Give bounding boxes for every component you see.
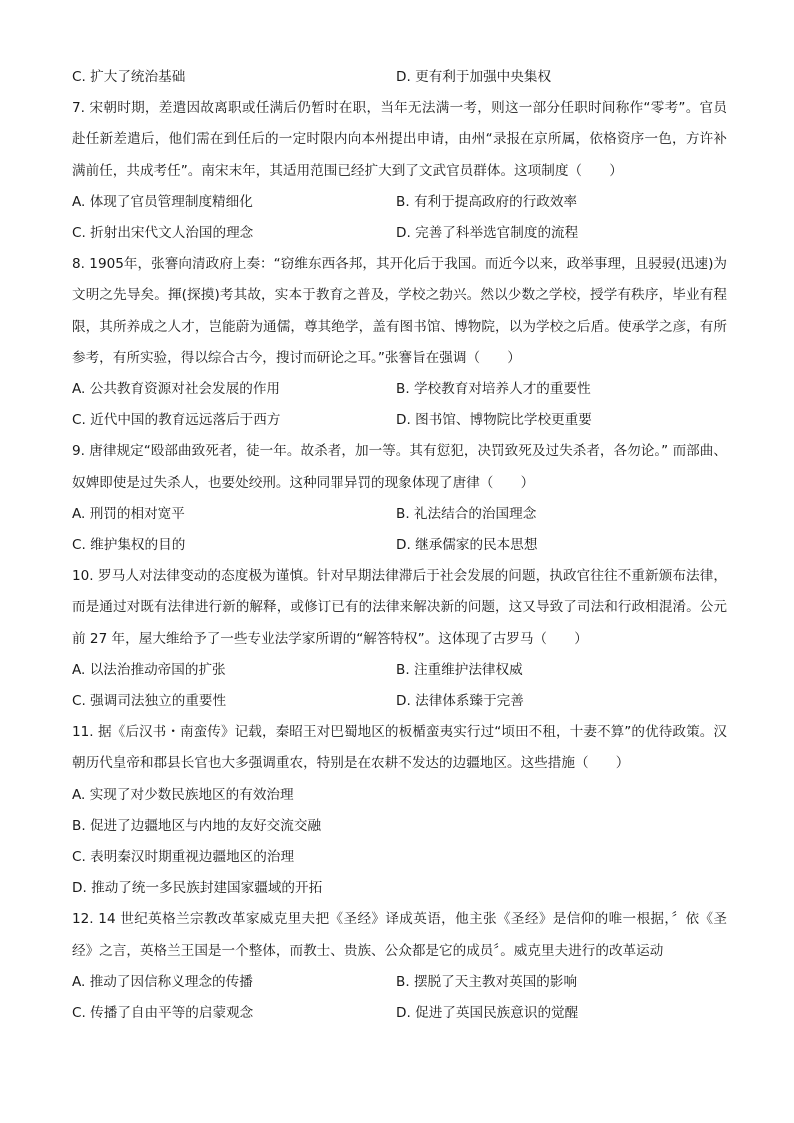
option-b: B. 促进了边疆地区与内地的友好交流交融 — [72, 817, 322, 834]
exam-page — [72, 62, 727, 1029]
option-d: D. 更有利于加强中央集权 — [396, 69, 552, 85]
option-c: C. 折射出宋代文人治国的理念 — [72, 225, 254, 242]
option-row — [72, 187, 727, 218]
option-row — [72, 998, 727, 1029]
option-c: C. 近代中国的教育远远落后于西方 — [72, 412, 281, 429]
option-d: D. 图书馆、博物院比学校更重要 — [396, 412, 592, 429]
option-b: B. 礼法结合的治国理念 — [396, 505, 537, 522]
option-b: B. 学校教育对培养人才的重要性 — [396, 381, 591, 398]
option-d: D. 促进了英国民族意识的觉醒 — [396, 1005, 579, 1022]
question-stem: 10. 罗马人对法律变动的态度极为谨慎。针对早期法律滞后于社会发展的问题，执政官往往不重新颁布法律，而是通过对既有法律进行新的解释，或修订已有的法律来解决新的问题，这又导致了司法和行政相混淆。公元前 27 年，屋大维给予了一些专业法学家所谓的“解答特权”。这体现了古罗马（ ） — [72, 568, 727, 647]
option-b: B. 摆脱了天主教对英国的影响 — [396, 973, 578, 990]
option-row — [72, 967, 727, 998]
question-stem: 11. 据《后汉书・南蛮传》记载，秦昭王对巴蜀地区的板楯蛮夷实行过“顷田不租，十妻不算”的优待政策。汉朝历代皇帝和郡县长官也大多强调重农，特别是在农耕不发达的边疆地区。这些措施（ ） — [72, 724, 727, 772]
option-row — [72, 374, 727, 405]
option-c: C. 表明秦汉时期重视边疆地区的治理 — [72, 849, 295, 866]
option-d: D. 完善了科举选官制度的流程 — [396, 225, 579, 242]
option-d: D. 推动了统一多民族封建国家疆域的开拓 — [72, 880, 323, 897]
option-row — [72, 686, 727, 717]
option-b: B. 有利于提高政府的行政效率 — [396, 193, 578, 210]
question-10 — [72, 561, 727, 717]
question-11 — [72, 717, 727, 904]
option-a: A. 体现了官员管理制度精细化 — [72, 193, 253, 210]
option-c: C. 扩大了统治基础 — [72, 69, 186, 85]
question-8 — [72, 249, 727, 436]
option-a: A. 以法治推动帝国的扩张 — [72, 661, 226, 678]
question-stem: 7. 宋朝时期，差遣因故离职或任满后仍暂时在职，当年无法满一考，则这一部分任职时间称作“零考”。官员赴任新差遣后，他们需在到任后的一定时限内向本州提出申请，由州“录报在京所属，依格资序一色，方许补满前任，共成考任”。南宋末年，其适用范围已经扩大到了文武官员群体。这项制度（ ） — [72, 100, 727, 179]
option-d: D. 继承儒家的民本思想 — [396, 537, 538, 554]
option-a: A. 实现了对少数民族地区的有效治理 — [72, 786, 294, 803]
option-a: A. 推动了因信称义理念的传播 — [72, 973, 253, 990]
option-row — [72, 499, 727, 530]
option-row — [72, 530, 727, 561]
question-stem: 12. 14 世纪英格兰宗教改革家威克里夫把《圣经》译成英语，他主张《圣经》是信仰的唯一根据，〞依《圣经》之言，英格兰王国是一个整体，而教士、贵族、公众都是它的成员〞。威克里夫进行的改革运动 — [72, 911, 727, 959]
option-row — [72, 405, 727, 436]
prev-question-options — [72, 62, 727, 93]
option-b: B. 注重维护法律权威 — [396, 661, 523, 678]
question-stem: 9. 唐律规定“殴部曲致死者，徒一年。故杀者，加一等。其有愆犯，决罚致死及过失杀者，各勿论。” 而部曲、奴婢即使是过失杀人，也要处绞刑。这种同罪异罚的现象体现了唐律（ ） — [72, 443, 727, 491]
question-12 — [72, 904, 727, 1029]
option-c: C. 强调司法独立的重要性 — [72, 693, 227, 710]
option-a: A. 刑罚的相对宽平 — [72, 505, 185, 522]
option-row — [72, 655, 727, 686]
question-stem: 8. 1905年，张謇向清政府上奏：“窃维东西各邦，其开化后于我国。而近今以来，政举事理，且骎骎(迅速)为文明之先导矣。揮(探摸)考其故，实本于教育之普及，学校之勃兴。然以少数之学校，授学有秩序，毕业有程限，其所养成之人才，岂能蔚为通儒，尊其绝学，盖有图书馆、博物院，以为学校之后盾。使承学之彦，有所参考，有所实验，得以综合古今，搜讨而研论之耳。”张謇旨在强调（ ） — [72, 256, 727, 366]
option-d: D. 法律体系臻于完善 — [396, 693, 524, 710]
question-7 — [72, 93, 727, 249]
option-c: C. 维护集权的目的 — [72, 537, 186, 554]
question-9 — [72, 436, 727, 561]
option-c: C. 传播了自由平等的启蒙观念 — [72, 1005, 254, 1022]
option-row — [72, 218, 727, 249]
option-a: A. 公共教育资源对社会发展的作用 — [72, 381, 281, 398]
